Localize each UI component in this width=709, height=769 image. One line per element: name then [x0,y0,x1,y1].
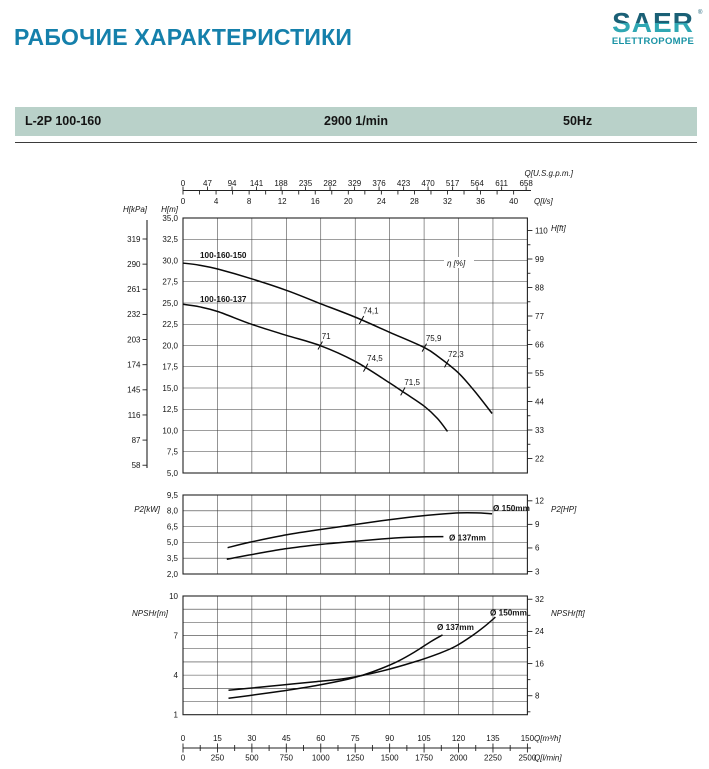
npshft-tick-label: 16 [535,659,544,669]
top-x-axis [181,169,574,206]
npshm-tick-label: 1 [173,710,178,720]
axis-label-npshm: NPSHr[m] [132,609,168,618]
gpm-tick-label: 235 [298,179,313,188]
page-title: РАБОЧИЕ ХАРАКТЕРИСТИКИ [14,24,353,50]
ft-tick-label: 99 [535,254,544,264]
hp-tick-label: 12 [535,496,544,506]
lmin-tick-label: 250 [210,753,225,763]
lps-tick-label: 4 [213,197,219,206]
hp-tick-label: 6 [535,543,540,553]
lps-tick-label: 24 [376,197,386,206]
axis-label-npshft: NPSHr[ft] [551,609,585,618]
axis-label-ft: H[ft] [551,224,566,233]
kw-tick-label: 8,0 [166,506,178,516]
kpa-tick-label: 116 [127,410,141,420]
m3h-tick-label: 45 [281,734,291,743]
head-ft-axis [527,224,566,463]
gpm-tick-label: 0 [180,179,186,188]
m3h-tick-label: 90 [385,734,395,743]
divider [15,142,697,143]
axis-label-lps: Q[l/s] [534,197,553,206]
lmin-tick-label: 750 [279,753,293,763]
m3h-tick-label: 120 [451,734,466,743]
saer-logo-graphic [606,5,706,49]
npshft-tick-label: 24 [535,627,544,637]
m3h-tick-label: 75 [350,734,360,743]
ft-tick-label: 88 [535,283,544,293]
kpa-tick-label: 319 [127,234,141,244]
kpa-tick-label: 203 [127,335,141,345]
m-tick-label: 5,0 [166,468,178,478]
kw-tick-label: 6,5 [166,522,178,532]
hp-tick-label: 3 [535,567,540,577]
power-chart [134,491,577,579]
info-bar [15,107,697,136]
gpm-tick-label: 470 [421,179,435,188]
m3h-tick-label: 15 [212,734,222,743]
lps-tick-label: 12 [277,197,287,206]
head-chart [183,218,527,473]
axis-label-p2hp: P2[HP] [551,505,577,514]
kpa-tick-label: 174 [127,360,141,370]
efficiency-value: 75,9 [425,334,442,344]
kpa-tick-label: 290 [127,259,141,269]
kpa-tick-label: 261 [127,285,141,295]
ft-tick-label: 66 [535,340,544,350]
m3h-tick-label: 30 [247,734,257,743]
saer-logo [606,5,706,54]
efficiency-value: 71,5 [404,377,420,387]
curve-100-160-150 [183,263,492,413]
ft-tick-label: 77 [535,311,544,321]
axis-label-gpm: Q[U.S.g.p.m.] [524,169,573,178]
lps-tick-label: 28 [409,197,419,206]
lps-tick-label: 32 [443,197,452,206]
npsh-chart [132,592,586,720]
efficiency-value: 72,3 [448,349,464,359]
axis-label-p2kw: P2[kW] [134,505,160,514]
m-tick-label: 7,5 [166,447,178,457]
series-label-100-160-150: 100-160-150 [200,251,247,260]
ft-tick-label: 110 [535,226,548,236]
gpm-tick-label: 94 [227,179,237,188]
bottom-x-axis [181,734,563,763]
m-tick-label: 27,5 [162,277,178,287]
efficiency-axis-label: η [%] [447,259,466,268]
kpa-tick-label: 87 [131,435,141,445]
axis-label-m3h: Q[m³/h] [534,734,561,743]
lps-tick-label: 0 [180,197,186,206]
axis-label-kpa: H[kPa] [122,205,147,214]
ft-tick-label: 44 [535,397,544,407]
kw-tick-label: 3,5 [166,554,178,563]
kw-tick-label: 5,0 [166,538,178,548]
kpa-tick-label: 145 [127,385,141,395]
lmin-tick-label: 1000 [311,753,330,763]
axis-label-m: H[m] [161,205,178,214]
pump-frequency: 50Hz [563,114,593,128]
npshm-tick-label: 10 [169,591,178,601]
m3h-tick-label: 150 [520,734,535,743]
npsh-137mm-label: Ø 137mm [437,623,474,632]
performance-charts [0,149,709,769]
m-tick-label: 35,0 [162,213,178,223]
m-tick-label: 10,0 [162,426,178,436]
lmin-tick-label: 2250 [484,753,502,763]
p2-150mm-label: Ø 150mm [493,504,530,513]
lps-tick-label: 40 [509,197,519,206]
logo-registered-mark: ® [698,10,703,16]
efficiency-value: 71 [321,332,331,341]
m3h-tick-label: 105 [417,734,431,743]
m3h-tick-label: 60 [316,734,326,743]
lmin-tick-label: 1750 [415,753,433,763]
npsh-150mm-label: Ø 150mm [490,608,527,618]
m3h-tick-label: 135 [486,734,500,743]
gpm-tick-label: 611 [495,179,509,188]
m-tick-label: 30,0 [162,256,178,266]
curve-100-160-137 [183,304,448,431]
npshm-tick-label: 7 [173,631,178,641]
npshm-tick-label: 4 [173,670,178,680]
ft-tick-label: 22 [535,454,544,464]
m-tick-label: 25,0 [162,298,178,308]
lmin-tick-label: 1500 [380,753,399,763]
m3h-tick-label: 0 [180,734,186,743]
m-tick-label: 20,0 [162,341,178,351]
hp-tick-label: 9 [535,520,540,530]
efficiency-value: 74,1 [363,306,379,316]
p2-137mm-label: Ø 137mm [449,533,486,543]
m-tick-label: 17,5 [162,362,178,372]
curve-npsh-137mm [229,635,443,698]
gpm-tick-label: 141 [249,179,264,188]
gpm-tick-label: 564 [470,179,484,188]
logo-subtitle: ELETTROPOMPE [611,36,695,47]
lps-tick-label: 20 [343,197,353,206]
kpa-tick-label: 58 [131,461,141,471]
efficiency-value: 74,5 [367,354,383,364]
m-tick-label: 12,5 [162,405,178,415]
lps-tick-label: 36 [476,197,486,206]
kw-tick-label: 2,0 [166,569,178,579]
m-tick-label: 32,5 [162,235,178,245]
head-m-axis [161,205,179,478]
ft-tick-label: 55 [535,368,544,378]
lps-tick-label: 16 [310,197,320,206]
efficiency-markers [318,257,474,395]
kpa-tick-label: 232 [127,310,141,320]
m-tick-label: 15,0 [162,383,178,393]
lps-tick-label: 8 [246,197,252,206]
npshft-tick-label: 32 [535,595,544,605]
gpm-tick-label: 658 [519,179,533,188]
lmin-tick-label: 2000 [449,753,468,763]
gpm-tick-label: 517 [445,179,460,188]
lmin-tick-label: 2500 [518,753,537,763]
pump-model: L-2P 100-160 [25,114,102,128]
kpa-axis [123,205,148,470]
lmin-tick-label: 0 [180,753,186,763]
gpm-tick-label: 47 [203,179,212,188]
axis-label-lmin: Q[l/min] [534,753,562,763]
gpm-tick-label: 188 [274,179,288,188]
m-tick-label: 22,5 [162,320,178,330]
npshft-tick-label: 8 [535,691,540,701]
gpm-tick-label: 282 [323,179,337,188]
logo-brand: SAER [612,7,694,38]
kw-tick-label: 9,5 [166,490,178,500]
gpm-tick-label: 423 [396,179,411,188]
lmin-tick-label: 500 [245,753,259,763]
gpm-tick-label: 329 [347,179,362,188]
gpm-tick-label: 376 [372,179,386,188]
series-label-100-160-137: 100-160-137 [200,295,247,304]
pump-speed: 2900 1/min [324,114,388,128]
ft-tick-label: 33 [535,425,544,435]
lmin-tick-label: 1250 [346,753,365,763]
